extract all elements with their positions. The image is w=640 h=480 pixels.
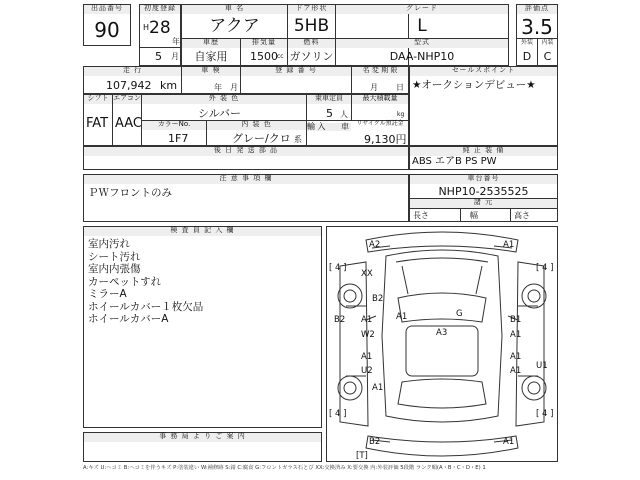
transfer-label: 名 変 期 限 xyxy=(352,67,408,76)
note-line: ホイールカバーA xyxy=(88,313,169,325)
mark-right-door-lower: A1 xyxy=(510,330,522,340)
year-unit: 年 xyxy=(172,37,180,46)
caution-text: ＰＷフロントのみ xyxy=(88,187,172,199)
load-unit: kg xyxy=(397,111,405,118)
interior-color: グレー/クロ xyxy=(232,132,291,145)
mileage: 107,942 xyxy=(106,79,152,92)
note-line: ミラーA xyxy=(88,288,127,300)
transfer-day: 日 xyxy=(396,83,404,92)
transfer-month: 月 xyxy=(370,83,378,92)
km-unit: km xyxy=(160,79,178,92)
mark-front-bumper-right: A1 xyxy=(503,240,515,250)
aftermarket-label: 後 日 発 送 部 品 xyxy=(84,147,408,156)
lot-no-label: 出品番号 xyxy=(84,5,130,14)
doors-label: ドア形状 xyxy=(288,5,335,14)
interior-color-label: 内 装 色 xyxy=(207,121,306,130)
first-reg-label: 初度登録 xyxy=(140,5,180,14)
height-label: 高さ xyxy=(514,211,530,220)
mark-right-side: U1 xyxy=(536,361,548,371)
mark-left-fender: XX xyxy=(361,269,373,279)
car-name-label: 車 名 xyxy=(182,5,287,14)
mark-left-door-inner: A1 xyxy=(361,315,373,325)
reg-month: 5 xyxy=(155,50,162,63)
mark-rear-bumper-right: A1 xyxy=(503,437,515,447)
mark-left-door-lower: W2 xyxy=(361,330,375,340)
displacement: 1500 xyxy=(250,50,278,63)
displacement-label: 排気量 xyxy=(241,39,287,48)
damage-legend: A:キズ U:ヘコミ B:ヘコミを伴うキズ P:塗装違い W:補修跡 S:錆 C:腐食 G:フロントガラス石とび XX:交換済み X:要交換 内:外装評価 5段階 ランク順(A・B・C・D・E) 1 xyxy=(83,465,486,471)
color: シルバー xyxy=(198,107,241,120)
note-line: 室内内張傷 xyxy=(88,263,141,275)
mileage-label: 走 行 xyxy=(84,67,181,76)
load-label: 最大積載量 xyxy=(352,95,408,104)
mark-left-rear: A1 xyxy=(372,383,384,393)
seats-label: 乗車定員 xyxy=(307,95,351,104)
era: H xyxy=(143,23,150,32)
inspector-notes xyxy=(88,238,318,326)
sales-point-label: セールスポイント xyxy=(410,67,557,76)
recycle-label: リサイクル預託金 xyxy=(356,120,404,127)
fuel: ガソリン xyxy=(289,50,334,63)
mark-windshield: G xyxy=(456,309,463,319)
car-name: アクア xyxy=(209,16,260,36)
mark-left-rear-wheel: [ 4 ] xyxy=(329,409,347,419)
exterior-grade: D xyxy=(522,50,532,63)
office-label: 事 務 局 よ り ご 案 内 xyxy=(84,433,321,442)
chassis-label: 車台番号 xyxy=(410,175,557,184)
note-line: シート汚れ xyxy=(88,250,141,263)
mark-left-rear-door: A1 xyxy=(361,352,373,362)
equipment-label: 純 正 装 備 xyxy=(410,147,557,156)
inspection-year-unit: 年 xyxy=(214,83,222,92)
width-label: 幅 xyxy=(470,211,478,220)
import-label: 輸 入 xyxy=(307,123,351,131)
ac: AAC xyxy=(115,116,142,131)
chassis-number: NHP10-2535525 xyxy=(438,185,529,198)
color-no-label: カラーNo. xyxy=(142,121,206,130)
interior-color-suffix: 系 xyxy=(294,135,302,144)
sales-point: ★オークションデビュー★ xyxy=(412,79,536,91)
lot-no: 90 xyxy=(94,18,120,42)
mark-right-rear-door: A1 xyxy=(510,352,522,362)
caution-label: 注 意 事 項 欄 xyxy=(84,175,408,184)
import-suffix: 車 xyxy=(341,122,349,131)
fuel-label: 燃料 xyxy=(288,39,335,48)
mark-left-quarter: U2 xyxy=(361,366,373,376)
note-line: 室内汚れ xyxy=(88,238,130,250)
mark-right-rear-wheel: [ 4 ] xyxy=(536,409,554,419)
model: DAA-NHP10 xyxy=(389,50,455,63)
score: 3.5 xyxy=(521,15,553,39)
mark-rear-bumper-left: B2 xyxy=(369,437,381,447)
grade-label: グレード xyxy=(336,5,508,14)
color-no: 1F7 xyxy=(168,132,189,145)
color-label: 外 装 色 xyxy=(142,95,306,104)
note-line: ホイールカバー１枚欠品 xyxy=(88,300,204,313)
mark-roof: A3 xyxy=(436,328,448,338)
note-line: カーペットすれ xyxy=(88,275,162,288)
inspector-label: 検 査 員 記 入 欄 xyxy=(84,227,321,236)
length-label: 長さ xyxy=(413,211,429,220)
shift: FAT xyxy=(86,116,109,131)
car-diagram xyxy=(326,226,558,462)
mark-right-front-wheel: [ 4 ] xyxy=(536,263,554,273)
mark-left-mirror: A1 xyxy=(396,312,408,322)
shift-label: シフト xyxy=(84,95,112,104)
mark-right-quarter: A1 xyxy=(510,366,522,376)
month-unit: 月 xyxy=(171,52,179,61)
use-label: 車歴 xyxy=(182,39,240,48)
exterior-label: 外装 xyxy=(520,39,533,46)
inspection-month-unit: 月 xyxy=(230,83,238,92)
mark-left-door-front: B2 xyxy=(334,315,346,325)
doors: 5HB xyxy=(293,16,330,36)
reg-year: 28 xyxy=(149,18,171,38)
cc-unit: cc xyxy=(277,53,284,60)
mark-rear-tail: [T] xyxy=(356,451,368,461)
recycle-fee: 9,130円 xyxy=(364,133,407,146)
mark-right-door-front: B1 xyxy=(510,315,522,325)
equipment: ABS エアB PS PW xyxy=(412,156,497,167)
model-label: 型式 xyxy=(336,39,508,48)
seats-unit: 人 xyxy=(340,110,348,119)
grade: L xyxy=(417,16,427,36)
score-label: 評価点 xyxy=(517,5,557,14)
sales-point-box xyxy=(409,66,558,146)
inspection-label: 車 検 xyxy=(182,67,240,76)
interior-grade: C xyxy=(543,50,552,63)
mark-left-panel: B2 xyxy=(372,294,384,304)
interior-label: 内装 xyxy=(541,39,554,46)
mark-front-bumper-left: A2 xyxy=(369,240,381,250)
mark-left-front-wheel: [ 4 ] xyxy=(329,263,347,273)
seats: 5 xyxy=(326,107,333,120)
plate-label: 登 録 番 号 xyxy=(241,67,351,76)
ac-label: エアコン xyxy=(113,94,141,102)
use: 自家用 xyxy=(194,50,228,63)
dims-label: 諸 元 xyxy=(410,199,557,208)
